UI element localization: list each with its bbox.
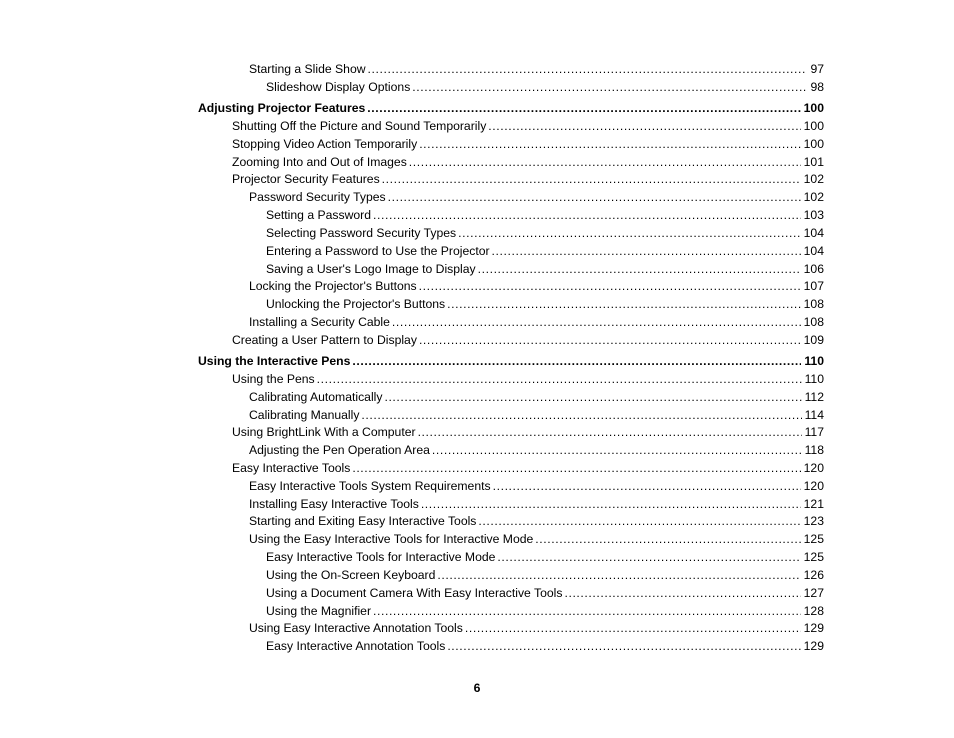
toc-entry-title: Creating a User Pattern to Display (232, 333, 417, 347)
toc-dot-leader (382, 170, 801, 188)
toc-dot-leader (564, 584, 800, 602)
toc-dot-leader (392, 313, 801, 331)
toc-entry[interactable] (266, 260, 824, 278)
toc-dot-leader (373, 206, 801, 224)
toc-entry-title: Zooming Into and Out of Images (232, 155, 407, 169)
toc-entry-title: Stopping Video Action Temporarily (232, 137, 418, 151)
toc-entry-page-number: 101 (803, 155, 824, 169)
toc-entry-page-number: 127 (803, 586, 824, 600)
toc-entry-title: Using BrightLink With a Computer (232, 425, 416, 439)
toc-entry-page-number: 126 (803, 568, 824, 582)
toc-dot-leader (352, 459, 800, 477)
page-number: 6 (473, 681, 481, 695)
toc-dot-leader (497, 548, 800, 566)
toc-entry[interactable] (266, 566, 824, 584)
toc-entry[interactable] (249, 406, 824, 424)
toc-entry[interactable] (232, 135, 824, 153)
toc-dot-leader (465, 619, 801, 637)
toc-dot-leader (409, 153, 801, 171)
toc-entry[interactable] (266, 206, 824, 224)
toc-entry[interactable] (249, 619, 824, 637)
toc-entry[interactable] (232, 153, 824, 171)
toc-entry[interactable] (249, 530, 824, 548)
toc-entry-title: Password Security Types (249, 190, 386, 204)
toc-entry-page-number: 125 (803, 550, 824, 564)
toc-dot-leader (388, 188, 801, 206)
toc-entry-page-number: 125 (803, 532, 824, 546)
toc-dot-leader (535, 530, 800, 548)
toc-entry[interactable] (266, 224, 824, 242)
toc-entry-page-number: 98 (810, 80, 824, 94)
toc-entry[interactable] (249, 60, 824, 78)
toc-entry-page-number: 97 (810, 62, 824, 76)
toc-entry-title: Calibrating Automatically (249, 390, 383, 404)
toc-entry[interactable] (266, 548, 824, 566)
toc-entry-title: Using Easy Interactive Annotation Tools (249, 621, 463, 635)
toc-entry-page-number: 107 (803, 279, 824, 293)
toc-entry-title: Installing a Security Cable (249, 315, 390, 329)
toc-entry-page-number: 100 (803, 137, 824, 151)
toc-dot-leader (458, 224, 801, 242)
toc-entry-title: Starting and Exiting Easy Interactive Tools (249, 514, 477, 528)
toc-dot-leader (317, 370, 802, 388)
toc-dot-leader (419, 331, 801, 349)
toc-entry-page-number: 120 (803, 461, 824, 475)
toc-entry-page-number: 102 (803, 172, 824, 186)
toc-entry-page-number: 128 (803, 604, 824, 618)
toc-entry-page-number: 100 (803, 101, 824, 115)
toc-dot-leader (418, 423, 802, 441)
toc-entry[interactable] (266, 637, 824, 655)
toc-entry-title: Easy Interactive Tools System Requirements (249, 479, 491, 493)
toc-dot-leader (488, 117, 800, 135)
toc-entry-title: Easy Interactive Tools for Interactive Mode (266, 550, 496, 564)
toc-entry-page-number: 112 (804, 390, 824, 404)
toc-entry-page-number: 102 (803, 190, 824, 204)
toc-entry-page-number: 129 (803, 621, 824, 635)
toc-entry-title: Projector Security Features (232, 172, 380, 186)
toc-entry[interactable] (249, 512, 824, 530)
toc-entry[interactable] (266, 295, 824, 313)
toc-entry-page-number: 104 (803, 244, 824, 258)
toc-entry-page-number: 109 (803, 333, 824, 347)
toc-entry-page-number: 114 (804, 408, 824, 422)
toc-dot-leader (419, 135, 800, 153)
toc-dot-leader (447, 637, 800, 655)
toc-dot-leader (421, 495, 801, 513)
toc-dot-leader (368, 60, 808, 78)
toc-dot-leader (384, 388, 801, 406)
toc-entry-title: Starting a Slide Show (249, 62, 366, 76)
toc-entry-page-number: 100 (803, 119, 824, 133)
toc-entry-title: Using the Magnifier (266, 604, 371, 618)
toc-dot-leader (478, 512, 800, 530)
toc-entry[interactable] (266, 602, 824, 620)
toc-entry-title: Easy Interactive Tools (232, 461, 351, 475)
toc-entry-page-number: 123 (803, 514, 824, 528)
toc-entry[interactable] (249, 188, 824, 206)
toc-entry-page-number: 108 (803, 315, 824, 329)
toc-entry[interactable] (249, 441, 824, 459)
toc-entry[interactable] (266, 584, 824, 602)
toc-entry-title: Installing Easy Interactive Tools (249, 497, 419, 511)
toc-entry[interactable] (249, 477, 824, 495)
toc-entry-page-number: 110 (804, 354, 824, 368)
toc-entry-page-number: 106 (803, 262, 824, 276)
toc-entry-page-number: 129 (803, 639, 824, 653)
toc-entry-title: Calibrating Manually (249, 408, 360, 422)
toc-entry-title: Unlocking the Projector's Buttons (266, 297, 446, 311)
toc-dot-leader (419, 277, 801, 295)
toc-entry-title: Using a Document Camera With Easy Interactive Tools (266, 586, 563, 600)
toc-entry-page-number: 103 (803, 208, 824, 222)
toc-entry-title: Selecting Password Security Types (266, 226, 457, 240)
toc-dot-leader (478, 260, 801, 278)
toc-dot-leader (367, 99, 800, 117)
toc-entry-title: Setting a Password (266, 208, 372, 222)
toc-entry-title: Shutting Off the Picture and Sound Temporarily (232, 119, 487, 133)
toc-entry-page-number: 121 (803, 497, 824, 511)
toc-entry-title: Saving a User's Logo Image to Display (266, 262, 476, 276)
toc-dot-leader (447, 295, 801, 313)
toc-entry-title: Adjusting Projector Features (198, 101, 366, 115)
toc-entry-title: Using the Pens (232, 372, 315, 386)
toc-entry[interactable] (249, 277, 824, 295)
toc-entry[interactable] (232, 459, 824, 477)
toc-dot-leader (361, 406, 801, 424)
toc-dot-leader (352, 352, 801, 370)
toc-entry[interactable] (232, 170, 824, 188)
toc-entry-title: Easy Interactive Annotation Tools (266, 639, 446, 653)
toc-section-entry[interactable] (198, 99, 824, 117)
toc-entry-title: Using the On-Screen Keyboard (266, 568, 436, 582)
toc-entry-title: Using the Easy Interactive Tools for Interactive Mode (249, 532, 534, 546)
toc-entry[interactable] (249, 495, 824, 513)
toc-entry[interactable] (232, 331, 824, 349)
toc-entry-title: Locking the Projector's Buttons (249, 279, 417, 293)
toc-dot-leader (432, 441, 802, 459)
toc-dot-leader (493, 477, 801, 495)
toc-section-entry[interactable] (198, 352, 824, 370)
toc-entry-page-number: 110 (804, 372, 824, 386)
toc-entry[interactable] (249, 388, 824, 406)
toc-entry-title: Using the Interactive Pens (198, 354, 351, 368)
toc-entry[interactable] (232, 370, 824, 388)
toc-entry-title: Slideshow Display Options (266, 80, 411, 94)
toc-entry-page-number: 120 (803, 479, 824, 493)
toc-dot-leader (437, 566, 800, 584)
toc-entry-page-number: 104 (803, 226, 824, 240)
toc-entry-page-number: 118 (804, 443, 824, 457)
toc-entry-page-number: 108 (803, 297, 824, 311)
toc-entry[interactable] (266, 242, 824, 260)
toc-entry-title: Entering a Password to Use the Projector (266, 244, 490, 258)
toc-entry-page-number: 117 (804, 425, 824, 439)
toc-dot-leader (412, 78, 807, 96)
toc-dot-leader (373, 602, 801, 620)
toc-dot-leader (492, 242, 801, 260)
toc-entry-title: Adjusting the Pen Operation Area (249, 443, 430, 457)
toc-entry[interactable] (232, 423, 824, 441)
toc-entry[interactable] (232, 117, 824, 135)
toc-entry[interactable] (249, 313, 824, 331)
toc-entry[interactable] (266, 78, 824, 96)
